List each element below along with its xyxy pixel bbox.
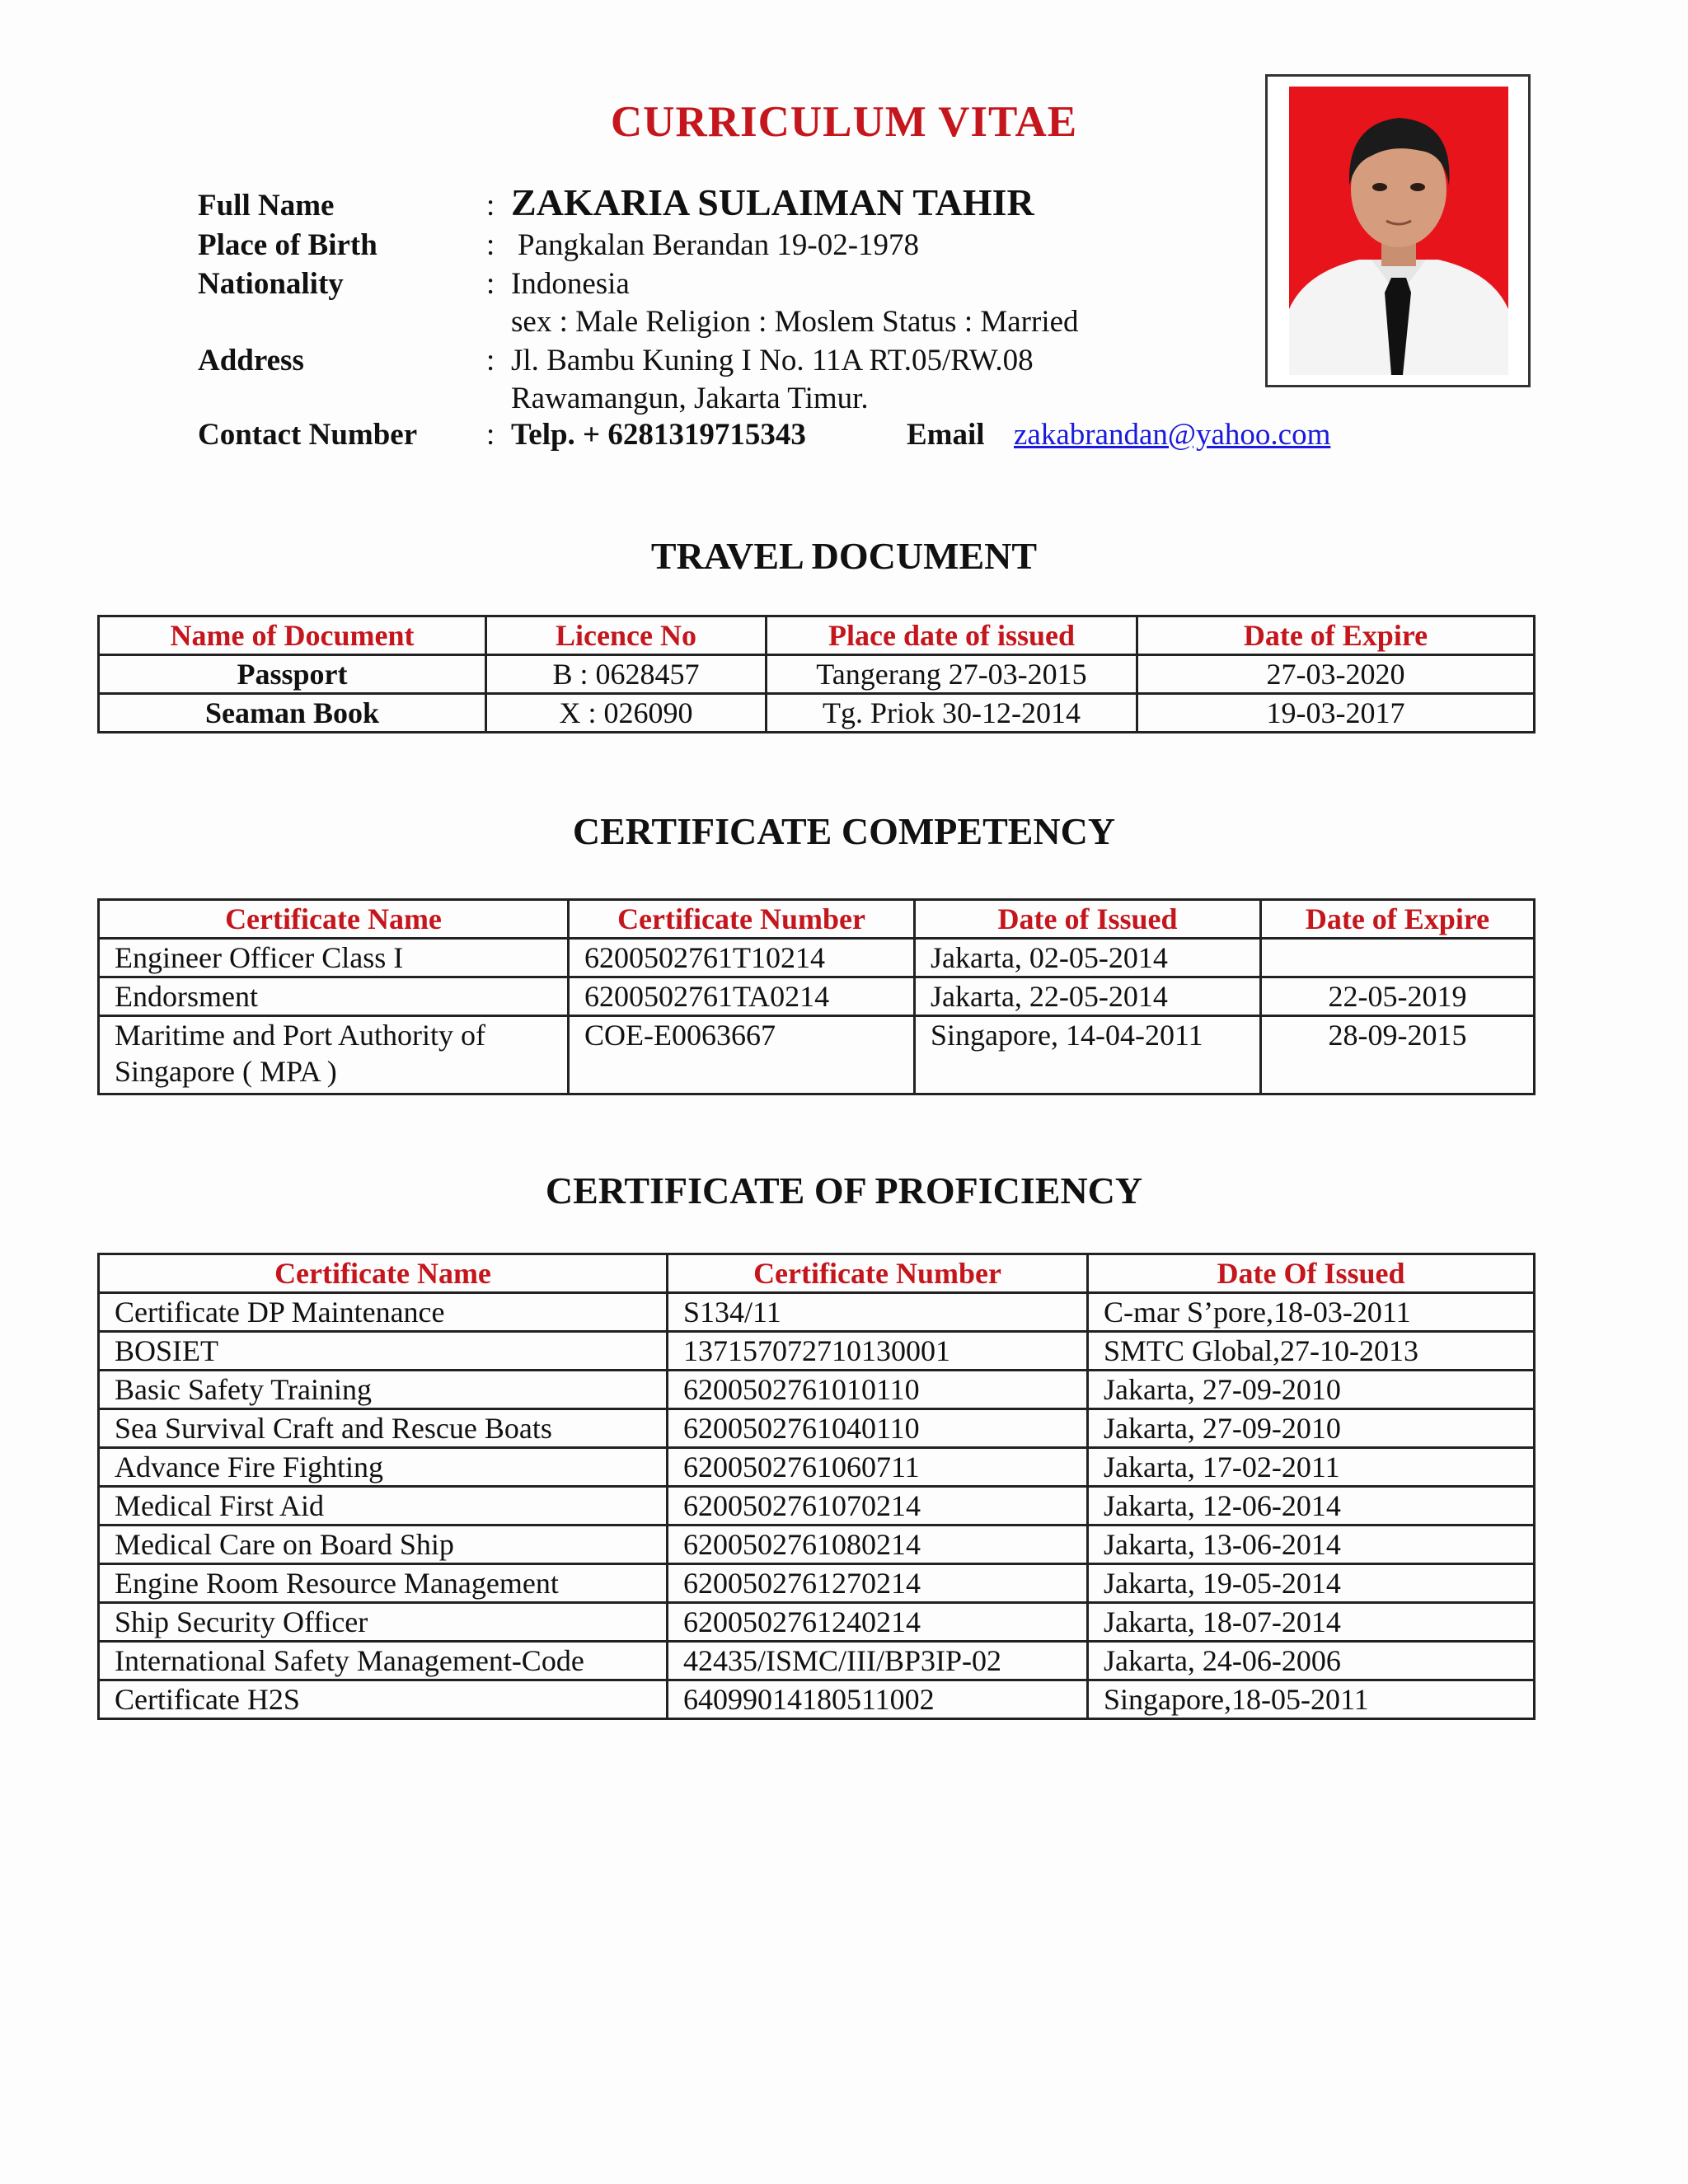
profile-photo-frame	[1265, 74, 1531, 387]
table-cell: Maritime and Port Authority of Singapore ( MPA )	[99, 1016, 569, 1094]
table-cell: Medical First Aid	[99, 1487, 668, 1526]
table-cell: BOSIET	[99, 1332, 668, 1371]
table-row	[99, 1371, 1535, 1409]
address-line-1: Jl. Bambu Kuning I No. 11A RT.05/RW.08	[511, 344, 1034, 377]
table-cell: 137157072710130001	[668, 1332, 1088, 1371]
table-row	[99, 1526, 1535, 1564]
table-cell: Jakarta, 22-05-2014	[915, 977, 1261, 1016]
full-name-value: ZAKARIA SULAIMAN TAHIR	[511, 181, 1034, 223]
certificate-competency-title: CERTIFICATE COMPETENCY	[572, 810, 1116, 852]
table-cell: 27-03-2020	[1137, 655, 1535, 694]
table-cell: Jakarta, 24-06-2006	[1088, 1642, 1535, 1680]
nationality-label: Nationality	[198, 267, 344, 301]
table-row	[99, 1603, 1535, 1642]
table-cell: Seaman Book	[99, 694, 486, 733]
table-row	[99, 939, 1535, 977]
table-cell: 6200502761070214	[668, 1487, 1088, 1526]
table-cell: X : 026090	[486, 694, 767, 733]
table-cell: 22-05-2019	[1261, 977, 1535, 1016]
address-label: Address	[198, 344, 304, 377]
colon: :	[486, 418, 495, 452]
table-row	[99, 1448, 1535, 1487]
column-header: Date of Issued	[915, 900, 1261, 939]
table-row	[99, 1332, 1535, 1371]
proficiency-table-body	[99, 1293, 1535, 1719]
colon: :	[486, 344, 495, 377]
table-cell: Certificate H2S	[99, 1680, 668, 1719]
travel-document-title: TRAVEL DOCUMENT	[650, 535, 1038, 577]
table-cell: Basic Safety Training	[99, 1371, 668, 1409]
table-cell: Jakarta, 19-05-2014	[1088, 1564, 1535, 1603]
table-cell: Jakarta, 02-05-2014	[915, 939, 1261, 977]
table-cell: Jakarta, 12-06-2014	[1088, 1487, 1535, 1526]
table-cell: 64099014180511002	[668, 1680, 1088, 1719]
birth-value: Pangkalan Berandan 19-02-1978	[518, 228, 920, 262]
table-cell: 6200502761010110	[668, 1371, 1088, 1409]
phone-value: Telp. + 6281319715343	[511, 418, 806, 452]
table-cell: B : 0628457	[486, 655, 767, 694]
table-cell: Jakarta, 13-06-2014	[1088, 1526, 1535, 1564]
travel-document-table	[97, 615, 1536, 733]
address-line-2: Rawamangun, Jakarta Timur.	[511, 382, 869, 415]
table-row	[99, 655, 1535, 694]
table-cell: Jakarta, 18-07-2014	[1088, 1603, 1535, 1642]
certificate-proficiency-title: CERTIFICATE OF PROFICIENCY	[545, 1169, 1143, 1212]
table-cell: Advance Fire Fighting	[99, 1448, 668, 1487]
full-name-label: Full Name	[198, 189, 335, 223]
table-cell: C-mar S’pore,18-03-2011	[1088, 1293, 1535, 1332]
table-cell: 6200502761240214	[668, 1603, 1088, 1642]
column-header: Certificate Number	[569, 900, 915, 939]
table-cell: Passport	[99, 655, 486, 694]
table-cell: 19-03-2017	[1137, 694, 1535, 733]
profile-photo	[1289, 87, 1508, 375]
colon: :	[486, 189, 495, 223]
page-title: CURRICULUM VITAE	[610, 98, 1078, 146]
table-row	[99, 1293, 1535, 1332]
certificate-proficiency-table	[97, 1253, 1536, 1720]
table-cell: Engineer Officer Class I	[99, 939, 569, 977]
column-header: Certificate Number	[668, 1254, 1088, 1293]
table-row	[99, 977, 1535, 1016]
table-row	[99, 1487, 1535, 1526]
table-row	[99, 1642, 1535, 1680]
table-cell: Tangerang 27-03-2015	[767, 655, 1137, 694]
email-label: Email	[907, 418, 985, 452]
table-cell: Tg. Priok 30-12-2014	[767, 694, 1137, 733]
certificate-competency-table	[97, 898, 1536, 1095]
table-cell: Singapore, 14-04-2011	[915, 1016, 1261, 1094]
table-header-row	[99, 616, 1535, 655]
table-cell: 6200502761080214	[668, 1526, 1088, 1564]
table-row	[99, 694, 1535, 733]
column-header: Place date of issued	[767, 616, 1137, 655]
table-cell: 6200502761040110	[668, 1409, 1088, 1448]
column-header: Date of Expire	[1261, 900, 1535, 939]
column-header: Certificate Name	[99, 1254, 668, 1293]
table-cell: SMTC Global,27-10-2013	[1088, 1332, 1535, 1371]
column-header: Date of Expire	[1137, 616, 1535, 655]
sex-religion-status-value: sex : Male Religion : Moslem Status : Married	[511, 305, 1079, 339]
table-cell: 6200502761060711	[668, 1448, 1088, 1487]
table-cell: International Safety Management-Code	[99, 1642, 668, 1680]
table-cell: 6200502761T10214	[569, 939, 915, 977]
table-cell: Singapore,18-05-2011	[1088, 1680, 1535, 1719]
contact-label: Contact Number	[198, 418, 418, 452]
table-cell: Ship Security Officer	[99, 1603, 668, 1642]
table-cell: Certificate DP Maintenance	[99, 1293, 668, 1332]
table-cell: Jakarta, 27-09-2010	[1088, 1371, 1535, 1409]
table-cell: COE-E0063667	[569, 1016, 915, 1094]
table-cell: 28-09-2015	[1261, 1016, 1535, 1094]
table-cell	[1261, 939, 1535, 977]
birth-label: Place of Birth	[198, 228, 377, 262]
table-cell: Endorsment	[99, 977, 569, 1016]
table-row	[99, 1564, 1535, 1603]
column-header: Name of Document	[99, 616, 486, 655]
colon: :	[486, 267, 495, 301]
table-cell: 42435/ISMC/III/BP3IP-02	[668, 1642, 1088, 1680]
table-header-row	[99, 900, 1535, 939]
nationality-value: Indonesia	[511, 267, 630, 301]
table-row	[99, 1409, 1535, 1448]
table-row	[99, 1016, 1535, 1094]
table-cell: Engine Room Resource Management	[99, 1564, 668, 1603]
column-header: Date Of Issued	[1088, 1254, 1535, 1293]
column-header: Certificate Name	[99, 900, 569, 939]
table-cell: 6200502761TA0214	[569, 977, 915, 1016]
table-cell: Sea Survival Craft and Rescue Boats	[99, 1409, 668, 1448]
table-cell: 6200502761270214	[668, 1564, 1088, 1603]
table-cell: Jakarta, 17-02-2011	[1088, 1448, 1535, 1487]
table-cell: Medical Care on Board Ship	[99, 1526, 668, 1564]
table-cell: Jakarta, 27-09-2010	[1088, 1409, 1535, 1448]
table-row	[99, 1680, 1535, 1719]
table-header-row	[99, 1254, 1535, 1293]
colon: :	[486, 228, 495, 262]
table-cell: S134/11	[668, 1293, 1088, 1332]
email-link[interactable]: zakabrandan@yahoo.com	[1014, 418, 1331, 452]
column-header: Licence No	[486, 616, 767, 655]
